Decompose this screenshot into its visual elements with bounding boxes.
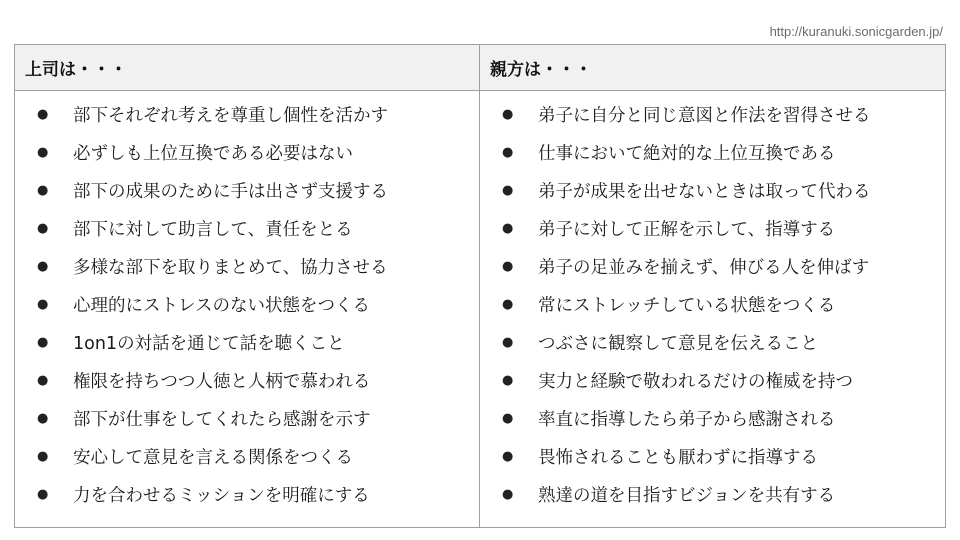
bullet-icon: ● (37, 182, 49, 198)
list-item-text: 部下が仕事をしてくれたら感謝を示す (73, 409, 371, 430)
bullet-icon: ● (502, 448, 514, 464)
list-item-text: 熟達の道を目指すビジョンを共有する (538, 485, 836, 506)
bullet-icon: ● (37, 296, 49, 312)
list-item-text: 心理的にストレスのない状態をつくる (73, 295, 370, 316)
bullet-icon: ● (502, 106, 514, 122)
list-item-text: つぶさに観察して意見を伝えること (538, 333, 818, 354)
bullet-icon: ● (37, 106, 49, 122)
list-item (15, 437, 479, 475)
list-item (15, 323, 479, 361)
list-item (15, 475, 479, 513)
list-item-text: 必ずしも上位互換である必要はない (73, 143, 353, 164)
list-item-text: 多様な部下を取りまとめて、協力させる (73, 257, 388, 278)
bullet-icon: ● (37, 220, 49, 236)
bullet-icon: ● (502, 144, 514, 160)
list-item (15, 399, 479, 437)
list-item-text: 畏怖されることも厭わずに指導する (538, 447, 818, 468)
master-column-header: 親方は・・・ (480, 45, 945, 91)
list-item (15, 209, 479, 247)
bullet-icon: ● (37, 410, 49, 426)
list-item-text: 権限を持ちつつ人徳と人柄で慕われる (73, 371, 371, 392)
master-column (480, 45, 945, 527)
list-item-text: 弟子に対して正解を示して、指導する (538, 219, 836, 240)
comparison-table (14, 44, 946, 528)
list-item-text: 弟子に自分と同じ意図と作法を習得させる (538, 105, 871, 126)
source-url: http://kuranuki.sonicgarden.jp/ (769, 24, 943, 39)
bullet-icon: ● (502, 182, 514, 198)
list-item (15, 171, 479, 209)
list-item-text: 弟子が成果を出せないときは取って代わる (538, 181, 871, 202)
list-item (480, 209, 945, 247)
bullet-icon: ● (37, 334, 49, 350)
list-item (480, 361, 945, 399)
bullet-icon: ● (37, 486, 49, 502)
list-item (480, 437, 945, 475)
bullet-icon: ● (37, 144, 49, 160)
list-item-text: 常にストレッチしている状態をつくる (538, 295, 836, 316)
list-item (15, 361, 479, 399)
bullet-icon: ● (37, 258, 49, 274)
list-item-text: 部下に対して助言して、責任をとる (73, 219, 353, 240)
list-item (480, 133, 945, 171)
list-item (480, 171, 945, 209)
bullet-icon: ● (502, 410, 514, 426)
list-item-text: 1on1の対話を通じて話を聴くこと (73, 333, 345, 354)
master-list (480, 91, 945, 513)
bullet-icon: ● (37, 372, 49, 388)
bullet-icon: ● (502, 220, 514, 236)
bullet-icon: ● (502, 258, 514, 274)
list-item (480, 323, 945, 361)
boss-list (15, 91, 479, 513)
list-item (15, 95, 479, 133)
bullet-icon: ● (37, 448, 49, 464)
list-item (15, 133, 479, 171)
list-item-text: 部下それぞれ考えを尊重し個性を活かす (73, 105, 388, 126)
boss-column (15, 45, 480, 527)
list-item (15, 247, 479, 285)
list-item-text: 弟子の足並みを揃えず、伸びる人を伸ばす (538, 257, 870, 278)
list-item (480, 95, 945, 133)
list-item-text: 安心して意見を言える関係をつくる (73, 447, 353, 468)
boss-column-header: 上司は・・・ (15, 45, 479, 91)
list-item-text: 力を合わせるミッションを明確にする (73, 485, 370, 506)
list-item (15, 285, 479, 323)
bullet-icon: ● (502, 372, 514, 388)
list-item (480, 475, 945, 513)
list-item-text: 率直に指導したら弟子から感謝される (538, 409, 836, 430)
list-item-text: 仕事において絶対的な上位互換である (538, 143, 836, 164)
list-item (480, 247, 945, 285)
list-item-text: 部下の成果のために手は出さず支援する (73, 181, 388, 202)
list-item (480, 399, 945, 437)
bullet-icon: ● (502, 334, 514, 350)
list-item-text: 実力と経験で敬われるだけの権威を持つ (538, 371, 853, 392)
bullet-icon: ● (502, 296, 514, 312)
bullet-icon: ● (502, 486, 514, 502)
list-item (480, 285, 945, 323)
